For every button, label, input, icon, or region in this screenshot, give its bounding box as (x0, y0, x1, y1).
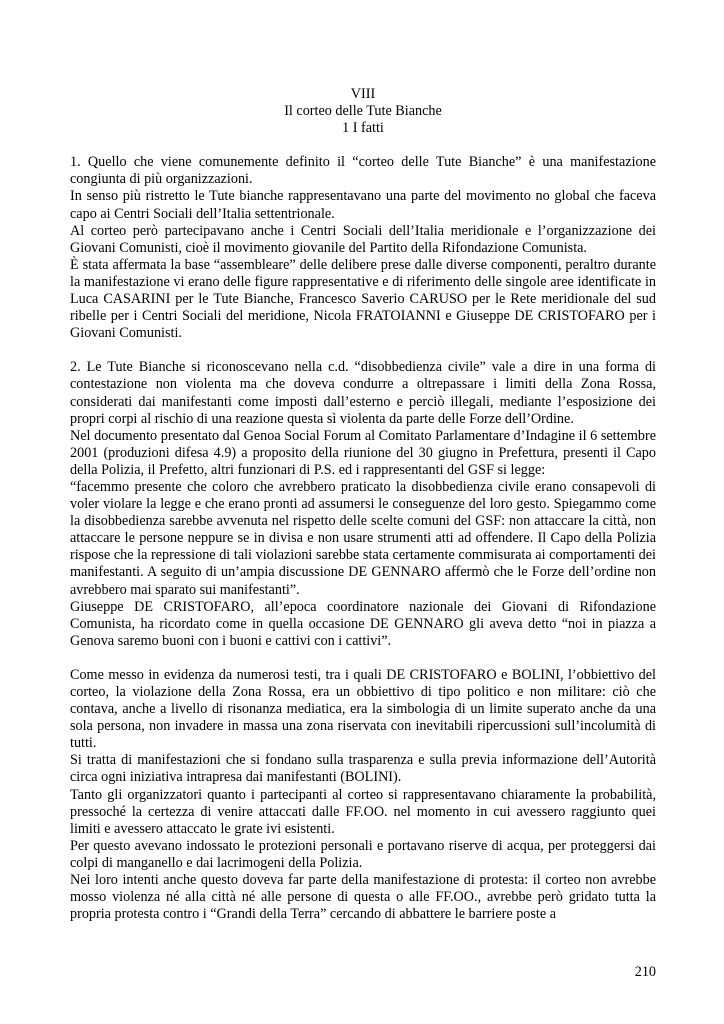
paragraph-line: Come messo in evidenza da numerosi testi, tra i quali DE CRISTOFARO e BOLINI, l’obbiettivo del corteo, la violazione della Zona Rossa, era un obbiettivo di tipo politico e non militare: ciò che contava, anche a livello di risonanza mediatica, era la simbologia di un limite superato anche da una sola persona, non invadere in massa una zona riservata con inevitabili ripercussioni sull’incolumità di tutti. (70, 666, 656, 752)
paragraph-line: Nei loro intenti anche questo doveva far parte della manifestazione di protesta: il corteo non avrebbe mosso violenza né alla città né alle persone di questa o alle FF.OO., avrebbe però gridato tutta la propria protesta contro i “Grandi della Terra” cercando di abbattere le barriere poste a (70, 872, 656, 923)
chapter-title: Il corteo delle Tute Bianche (284, 103, 442, 120)
paragraph-line: Per questo avevano indossato le protezioni personali e portavano riserve di acqua, per proteggersi dai colpi di manganello e dai lacrimogeni della Polizia. (70, 837, 656, 871)
paragraph-1 (70, 154, 656, 342)
paragraph-line: È stata affermata la base “assembleare” delle delibere prese dalle diverse componenti, peraltro durante la manifestazione vi erano delle figure rappresentative e di riferimento delle singole aree identificate in Luca CASARINI per le Tute Bianche, Francesco Saverio CARUSO per le Rete meridionale del sud ribelle per i Centri Sociali del meridione, Nicola FRATOIANNI e Giuseppe DE CRISTOFARO per i Giovani Comunisti. (70, 256, 656, 342)
paragraph-line: Tanto gli organizzatori quanto i partecipanti al corteo si rappresentavano chiaramente la probabilità, pressoché la certezza di venire attaccati dalle FF.OO. nel momento in cui avessero raggiunto quei limiti e avessero attaccato le grate ivi esistenti. (70, 786, 656, 837)
paragraph-line: Al corteo però partecipavano anche i Centri Sociali dell’Italia meridionale e l’organizzazione dei Giovani Comunisti, cioè il movimento giovanile del Partito della Rifondazione Comunista. (70, 222, 656, 256)
document-page (70, 86, 656, 940)
paragraph-line: 1. Quello che viene comunemente definito il “corteo delle Tute Bianche” è una manifestazione congiunta di più organizzazioni. (70, 154, 656, 188)
paragraph-line: In senso più ristretto le Tute bianche rappresentavano una parte del movimento no global che faceva capo ai Centri Sociali dell’Italia settentrionale. (70, 188, 656, 222)
paragraph-line: 2. Le Tute Bianche si riconoscevano nella c.d. “disobbedienza civile” vale a dire in una forma di contestazione non violenta ma che doveva condurre a oltrepassare i limiti della Zona Rossa, considerati dai manifestanti come imposti dall’esterno e perciò illegali, mediante l’esposizione dei propri corpi al rischio di una reazione questa sì violenta da parte delle Forze dell’Ordine. (70, 359, 656, 427)
chapter-number: VIII (350, 86, 376, 102)
paragraph-3 (70, 667, 656, 923)
section-title: 1 I fatti (342, 120, 384, 137)
paragraph-line: Si tratta di manifestazioni che si fondano sulla trasparenza e sulla previa informazione dell’Autorità circa ogni iniziativa intrapresa dai manifestanti (BOLINI). (70, 752, 656, 786)
paragraph-2 (70, 359, 656, 650)
quoted-passage: “facemmo presente che coloro che avrebbero praticato la disobbedienza civile erano consapevoli di voler violare la legge e che erano pronti ad assumersi le conseguenze del loro gesto. Spiegammo come la disobbedienza sarebbe avvenuta nel rispetto delle scelte comuni del GSF: non attaccare la città, non attaccare le persone neppure se in divisa e non usare strumenti atti ad offendere. Il Capo della Polizia rispose che la repressione di tali violazioni sarebbe stata certamente commisurata ai comportamenti dei manifestanti. A seguito di un’ampia discussione DE GENNARO affermò che le Forze dell’ordine non avrebbero mai sparato sui manifestanti”. (70, 478, 656, 598)
paragraph-line: Giuseppe DE CRISTOFARO, all’epoca coordinatore nazionale dei Giovani di Rifondazione Comunista, ha ricordato come in quella occasione DE GENNARO gli aveva detto “noi in piazza a Genova saremo buoni con i buoni e cattivi con i cattivi”. (70, 598, 656, 649)
page-number: 210 (634, 964, 656, 980)
paragraph-line: Nel documento presentato dal Genoa Social Forum al Comitato Parlamentare d’Indagine il 6 settembre 2001 (produzioni difesa 4.9) a proposito della riunione del 30 giugno in Prefettura, presenti il Capo della Polizia, il Prefetto, altri funzionari di P.S. ed i rappresentanti del GSF si legge: (70, 427, 656, 478)
